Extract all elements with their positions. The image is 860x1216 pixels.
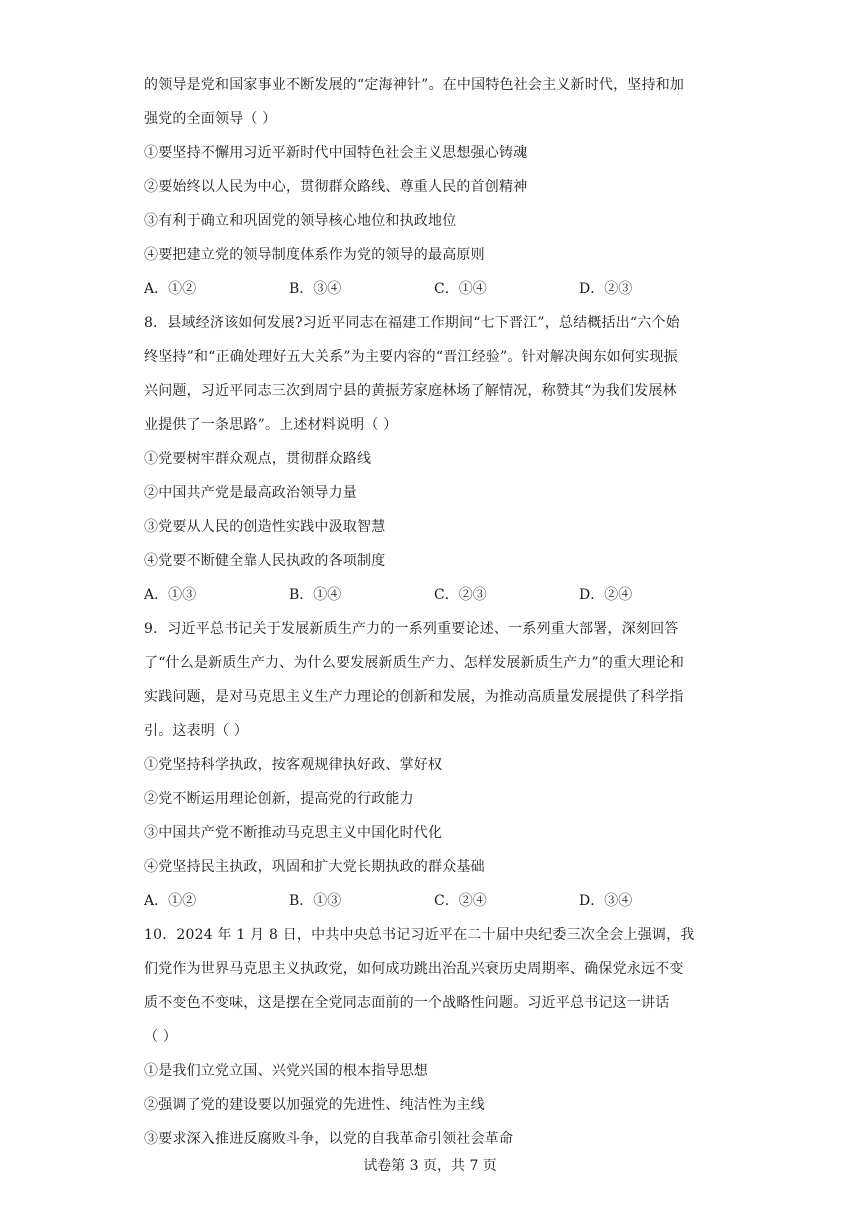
question-stem-line: 9．习近平总书记关于发展新质生产力的一系列重要论述、一系列重大部署，深刻回答	[144, 621, 679, 637]
question-stem-line: （ ）	[144, 1029, 178, 1045]
question-stem-line: 业提供了一条思路”。上述材料说明（ ）	[144, 417, 398, 433]
statement-item: ③有利于确立和巩固党的领导核心地位和执政地位	[144, 213, 457, 229]
statement-item: ③党要从人民的创造性实践中汲取智慧	[144, 519, 386, 535]
question-stem-line: 们党作为世界马克思主义执政党，如何成功跳出治乱兴衰历史周期率、确保党永远不变	[144, 961, 684, 977]
option-d: D．②④	[579, 587, 633, 603]
option-a: A．①②	[144, 281, 197, 297]
statement-item: ④党坚持民主执政，巩固和扩大党长期执政的群众基础	[144, 859, 485, 875]
statement-item: ②党不断运用理论创新，提高党的行政能力	[144, 791, 414, 807]
page-footer: 试卷第 3 页，共 7 页	[363, 1158, 497, 1174]
question-stem-line: 终坚持”和“正确处理好五大关系”为主要内容的“晋江经验”。针对解决闽东如何实现振	[144, 349, 678, 365]
statement-item: ③中国共产党不断推动马克思主义中国化时代化	[144, 825, 443, 841]
question-stem-line: 强党的全面领导（ ）	[144, 111, 277, 127]
statement-item: ②中国共产党是最高政治领导力量	[144, 485, 357, 501]
question-7	[144, 68, 724, 306]
option-d: D．③④	[579, 893, 633, 909]
option-a: A．①②	[144, 893, 197, 909]
answer-options	[144, 578, 724, 612]
question-stem-line: 质不变色不变味，这是摆在全党同志面前的一个战略性问题。习近平总书记这一讲话	[144, 995, 670, 1011]
statement-item: ①要坚持不懈用习近平新时代中国特色社会主义思想强心铸魂	[144, 145, 528, 161]
statement-item: ①党要树牢群众观点，贯彻群众路线	[144, 451, 372, 467]
answer-options	[144, 272, 724, 306]
option-b: B．①③	[289, 893, 342, 909]
option-c: C．①④	[434, 281, 487, 297]
statement-item: ①是我们立党立国、兴党兴国的根本指导思想	[144, 1063, 428, 1079]
statement-item: ④党要不断健全靠人民执政的各项制度	[144, 553, 386, 569]
question-10	[144, 918, 724, 1156]
question-stem-line: 引。这表明（ ）	[144, 723, 249, 739]
statement-item: ②强调了党的建设要以加强党的先进性、纯洁性为主线	[144, 1097, 485, 1113]
question-stem-line: 的领导是党和国家事业不断发展的“定海神针”。在中国特色社会主义新时代，坚持和加	[144, 77, 685, 93]
statement-item: ③要求深入推进反腐败斗争，以党的自我革命引领社会革命	[144, 1131, 514, 1147]
statement-item: ④要把建立党的领导制度体系作为党的领导的最高原则	[144, 247, 485, 263]
option-d: D．②③	[579, 281, 633, 297]
option-c: C．②④	[434, 893, 487, 909]
option-b: B．①④	[289, 587, 342, 603]
question-stem-line: 实践问题，是对马克思主义生产力理论的创新和发展，为推动高质量发展提供了科学指	[144, 689, 684, 705]
question-8	[144, 306, 724, 612]
question-stem-line: 兴问题，习近平同志三次到周宁县的黄振芳家庭林场了解情况，称赞其“为我们发展林	[144, 383, 677, 399]
question-stem-line: 10．2024 年 1 月 8 日，中共中央总书记习近平在二十届中央纪委三次全会上强调，我	[144, 927, 695, 943]
question-9	[144, 612, 724, 918]
statement-item: ②要始终以人民为中心，贯彻群众路线、尊重人民的首创精神	[144, 179, 528, 195]
option-c: C．②③	[434, 587, 487, 603]
question-stem-line: 8．县域经济该如何发展?习近平同志在福建工作期间“七下晋江”，总结概括出“六个始	[144, 315, 680, 331]
option-b: B．③④	[289, 281, 342, 297]
answer-options	[144, 884, 724, 918]
page-content	[144, 68, 724, 1156]
question-stem-line: 了“什么是新质生产力、为什么要发展新质生产力、怎样发展新质生产力”的重大理论和	[144, 655, 685, 671]
option-a: A．①③	[144, 587, 197, 603]
statement-item: ①党坚持科学执政，按客观规律执好政、掌好权	[144, 757, 443, 773]
